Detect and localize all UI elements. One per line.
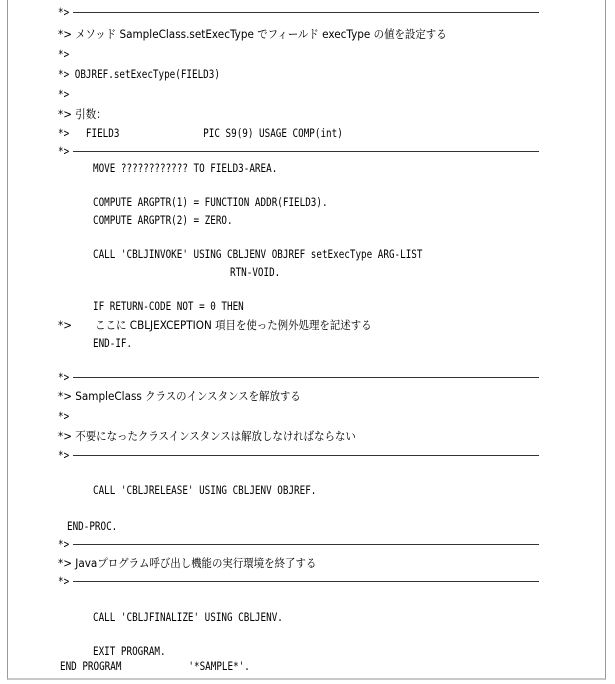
comment-exception-handling: *> ここに CBLJEXCEPTION 項目を使った例外処理を記述する: [58, 318, 372, 332]
comment-release-required: *> 不要になったクラスインスタンスは解放しなければならない: [58, 429, 356, 443]
comment-rule-marker: *>: [58, 5, 70, 19]
comment-method-description: *> メソッド SampleClass.setExecType でフィールド execType の値を設定する: [58, 27, 447, 41]
code-call-cbljinvoke: CALL 'CBLJINVOKE' USING CBLJENV OBJREF setExecType ARG-LIST: [93, 247, 423, 261]
comment-method-signature: *> OBJREF.setExecType(FIELD3): [58, 67, 220, 81]
comment-release-instance: *> SampleClass クラスのインスタンスを解放する: [58, 389, 301, 403]
comment-blank: *>: [58, 409, 70, 423]
comment-rule-marker: *>: [58, 144, 70, 158]
code-exit-program: EXIT PROGRAM.: [93, 644, 166, 658]
comment-rule-marker: *>: [58, 448, 70, 462]
comment-rule-marker: *>: [58, 574, 70, 588]
code-compute-argptr-1: COMPUTE ARGPTR(1) = FUNCTION ADDR(FIELD3).: [93, 195, 328, 209]
code-call-cbljrelease: CALL 'CBLJRELEASE' USING CBLJENV OBJREF.: [93, 483, 317, 497]
comment-arguments-heading: *> 引数：: [58, 107, 107, 121]
comment-rule-line: [73, 12, 539, 13]
comment-rule-line: [73, 544, 539, 545]
code-end-proc: END-PROC.: [67, 519, 118, 533]
code-compute-argptr-2: COMPUTE ARGPTR(2) = ZERO.: [93, 213, 233, 227]
comment-argument-field3: *> FIELD3 PIC S9(9) USAGE COMP(int): [58, 126, 343, 140]
comment-blank: *>: [58, 47, 70, 61]
comment-rule-line: [73, 581, 539, 582]
code-if-return-code: IF RETURN-CODE NOT = 0 THEN: [93, 299, 244, 313]
code-end-if: END-IF.: [93, 336, 133, 350]
comment-rule-line: [73, 455, 539, 456]
comment-finalize-environment: *> Javaプログラム呼び出し機能の実行環境を終了する: [58, 556, 317, 570]
code-call-cbljfinalize: CALL 'CBLJFINALIZE' USING CBLJENV.: [93, 610, 283, 624]
code-call-cbljinvoke-cont: RTN-VOID.: [230, 265, 281, 279]
code-end-program: END PROGRAM '*SAMPLE*'.: [60, 659, 250, 673]
comment-rule-line: [73, 377, 539, 378]
comment-rule-line: [73, 151, 539, 152]
comment-blank: *>: [58, 87, 70, 101]
code-move-statement: MOVE ???????????? TO FIELD3-AREA.: [93, 161, 278, 175]
comment-rule-marker: *>: [58, 537, 70, 551]
comment-rule-marker: *>: [58, 370, 70, 384]
